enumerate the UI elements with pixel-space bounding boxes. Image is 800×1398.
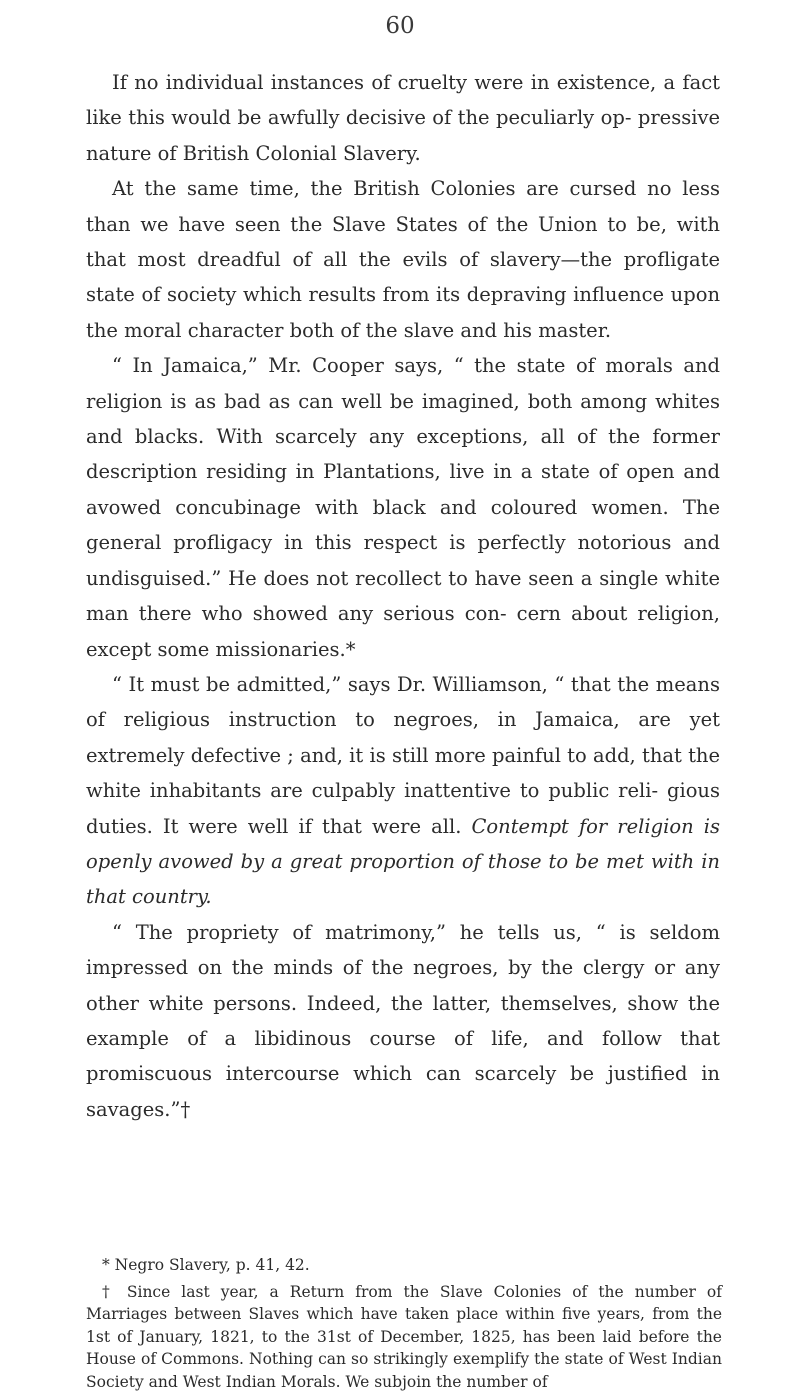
paragraph-4-text: “ It must be admitted,” says Dr. Williamson, “ that the means of religious instruction to negroes, in Jamaica, are yet extremely defective ; and, it is still more painful to add, that the white inhabitants are culpably inattentive to public reli- gious duties. It were well if that were all. [86,672,720,838]
footnote-1: * Negro Slavery, p. 41, 42. [102,1256,310,1274]
page-number: 60 [385,13,415,39]
paragraph-1: If no individual instances of cruelty were in existence, a fact like this would be awfully decisive of the peculiarly op- pressive nature of British Colonial Slavery. [86,71,720,165]
footnotes [86,1254,722,1398]
paragraph-5: “ The propriety of matrimony,” he tells us, “ is seldom impressed on the minds of the negroes, by the clergy or any other white persons. Indeed, the latter, themselves, show the example of a libidinous course of life, and follow that promiscuous intercourse which can scarcely be justified in savages.”† [86,920,720,1121]
footnote-2: † Since last year, a Return from the Slave Colonies of the number of Marriages between Slaves which have taken place within five years, from the 1st of January, 1821, to the 31st of December, 1825, has been laid before the House of Commons. Nothing can so strikingly exemplify the state of West Indian Society and West Indian Morals. We subjoin the number of [86,1282,722,1391]
paragraph-4-italic: Contempt for religion is openly avowed by a great proportion of those to be met with in that country. [86,814,720,909]
paragraph-2: At the same time, the British Colonies are cursed no less than we have seen the Slave States of the Union to be, with that most dreadful of all the evils of slavery—the profligate state of society which results from its depraving influence upon the moral character both of the slave and his master. [86,177,720,342]
main-text [86,65,720,1127]
paragraph-4 [86,667,720,915]
paragraph-3: “ In Jamaica,” Mr. Cooper says, “ the state of morals and religion is as bad as can well be imagined, both among whites and blacks. With scarcely any exceptions, all of the former description residing in Plantations, live in a state of open and avowed concubinage with black and coloured women. The general profligacy in this respect is perfectly notorious and undisguised.” He does not recollect to have seen a single white man there who showed any serious con- cern about religion, except some missionaries.* [86,354,720,661]
